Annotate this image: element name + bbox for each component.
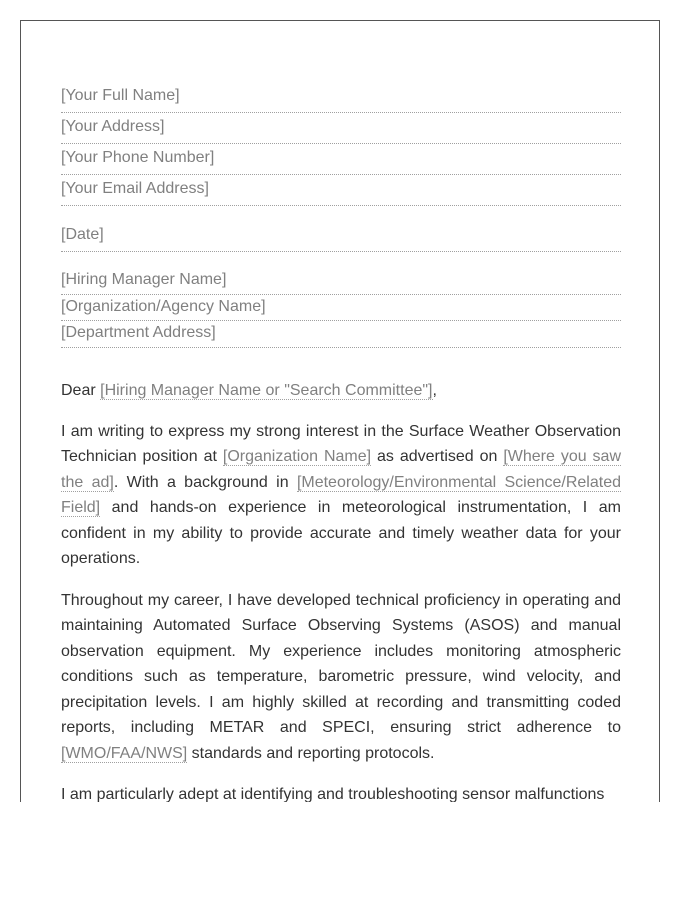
paragraph-text: and hands-on experience in meteorological instrumentation, I am confident in my ability to provide accurate and timely weather data for your operations. bbox=[61, 499, 621, 567]
letter-content bbox=[61, 82, 621, 802]
organization-name-placeholder: [Organization Name] bbox=[222, 448, 372, 465]
letter-page bbox=[20, 20, 660, 802]
spacer bbox=[61, 252, 621, 268]
paragraph-text: standards and reporting protocols. bbox=[187, 744, 435, 762]
paragraph-text: as advertised on bbox=[371, 448, 504, 465]
salutation-suffix: , bbox=[432, 381, 437, 399]
recipient-manager-name: [Hiring Manager Name] bbox=[61, 268, 621, 295]
sender-email: [Your Email Address] bbox=[61, 175, 621, 206]
paragraph-text: I am particularly adept at identifying and troubleshooting sensor malfunctions bbox=[61, 786, 605, 802]
body-paragraph-3 bbox=[61, 782, 621, 802]
sender-full-name: [Your Full Name] bbox=[61, 82, 621, 113]
body-paragraph-1 bbox=[61, 419, 621, 572]
sender-address: [Your Address] bbox=[61, 113, 621, 144]
field-of-study-placeholder: [Meteorology/Environmental Science/Related Field] bbox=[61, 473, 622, 516]
sender-phone: [Your Phone Number] bbox=[61, 144, 621, 175]
ad-source-placeholder: [Where you saw the ad] bbox=[61, 448, 622, 491]
paragraph-text: Throughout my career, I have developed technical proficiency in operating and maintaining Automated Surface Observing Systems (ASOS) and manual observation equipment. My experience includes monitoring atmospheric conditions such as temperature, barometric pressure, wind velocity, and precipitation levels. I am highly skilled at recording and transmitting coded reports, including METAR and SPECI, ensuring strict adherence to bbox=[61, 591, 621, 736]
salutation bbox=[61, 378, 621, 403]
letter-date: [Date] bbox=[61, 221, 621, 252]
paragraph-text: . With a background in bbox=[113, 473, 297, 491]
salutation-prefix: Dear bbox=[61, 381, 101, 399]
recipient-department-address: [Department Address] bbox=[61, 321, 621, 348]
salutation-name-placeholder: [Hiring Manager Name or "Search Committee"] bbox=[100, 381, 433, 399]
spacer bbox=[61, 206, 621, 221]
paragraph-text: I am writing to express my strong interest in the Surface Weather Observation Technician position at bbox=[61, 422, 621, 465]
recipient-organization: [Organization/Agency Name] bbox=[61, 295, 621, 322]
body-paragraph-2 bbox=[61, 588, 621, 767]
standards-placeholder: [WMO/FAA/NWS] bbox=[61, 744, 188, 762]
